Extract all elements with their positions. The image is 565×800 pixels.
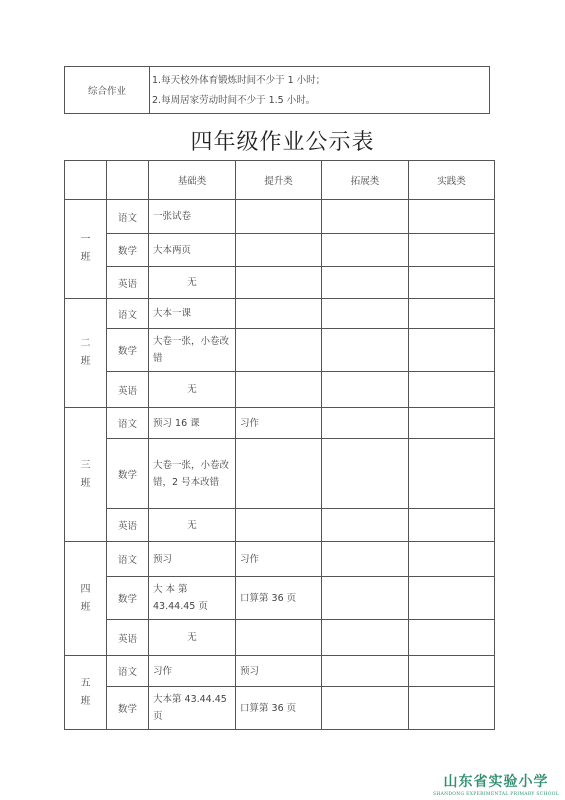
table-row (65, 509, 495, 542)
basic-cell: 无 (149, 372, 236, 408)
basic-cell: 大本一课 (149, 299, 236, 329)
basic-cell: 预习 16 课 (149, 408, 236, 439)
advanced-cell (236, 620, 322, 656)
practice-cell (409, 439, 495, 509)
advanced-cell (236, 267, 322, 299)
school-logo (433, 771, 559, 797)
practice-cell (409, 656, 495, 687)
page-title: 四年级作业公示表 (190, 130, 375, 155)
extension-cell (322, 267, 409, 299)
table-row (65, 687, 495, 730)
table-row (65, 234, 495, 267)
class-label-char: 班 (80, 695, 91, 707)
subject-cell: 语文 (107, 656, 149, 687)
practice-cell (409, 577, 495, 620)
basic-cell: 一张试卷 (149, 200, 236, 234)
table-row (65, 577, 495, 620)
extension-cell (322, 542, 409, 577)
advanced-cell (236, 299, 322, 329)
practice-cell (409, 542, 495, 577)
class-label-char: 五 (80, 677, 91, 689)
practice-cell (409, 200, 495, 234)
practice-cell (409, 267, 495, 299)
class-4-label (65, 542, 107, 656)
practice-cell (409, 329, 495, 372)
homework-line-2: 2.每周居家劳动时间不少于 1.5 小时。 (152, 95, 316, 106)
school-logo-name: 山东省实验小学 (443, 774, 549, 790)
practice-cell (409, 509, 495, 542)
advanced-cell: 口算第 36 页 (236, 687, 322, 730)
practice-cell (409, 234, 495, 267)
extension-cell (322, 299, 409, 329)
class-label-char: 三 (80, 459, 91, 471)
subject-cell: 语文 (107, 299, 149, 329)
class-2-label (65, 299, 107, 408)
basic-cell: 大 本 第 43.44.45 页 (149, 577, 236, 620)
table-row (65, 620, 495, 656)
class-label-char: 班 (80, 477, 91, 489)
subject-cell: 语文 (107, 200, 149, 234)
extension-cell (322, 329, 409, 372)
class-label-char: 班 (80, 252, 91, 263)
subject-cell: 语文 (107, 542, 149, 577)
basic-cell: 无 (149, 509, 236, 542)
subject-cell: 语文 (107, 408, 149, 439)
advanced-cell: 口算第 36 页 (236, 577, 322, 620)
practice-cell (409, 687, 495, 730)
extension-cell (322, 200, 409, 234)
advanced-cell (236, 439, 322, 509)
extension-cell (322, 408, 409, 439)
table-row (65, 439, 495, 509)
table-row (65, 372, 495, 408)
table-row (65, 299, 495, 329)
extension-cell (322, 656, 409, 687)
homework-line-1: 1.每天校外体育锻炼时间不少于 1 小时； (152, 75, 326, 86)
comprehensive-homework-table (64, 66, 490, 114)
class-label-char: 二 (80, 338, 91, 349)
extension-cell (322, 620, 409, 656)
extension-cell (322, 577, 409, 620)
comprehensive-homework-content (150, 67, 490, 114)
advanced-cell (236, 509, 322, 542)
extension-cell (322, 439, 409, 509)
subject-cell: 英语 (107, 372, 149, 408)
basic-cell: 无 (149, 620, 236, 656)
basic-cell: 大本第 43.44.45 页 (149, 687, 236, 730)
basic-cell: 预习 (149, 542, 236, 577)
class-label-char: 一 (80, 234, 91, 245)
homework-schedule-table (64, 160, 495, 730)
advanced-cell: 习作 (236, 408, 322, 439)
subject-cell: 数学 (107, 687, 149, 730)
class-1-label (65, 200, 107, 299)
table-row (65, 200, 495, 234)
subject-cell: 数学 (107, 329, 149, 372)
class-5-label (65, 656, 107, 730)
class-3-label (65, 408, 107, 542)
school-logo-english: SHANDONG EXPERIMENTAL PRIMARY SCHOOL (433, 792, 559, 797)
corner-cell (107, 161, 149, 200)
header-practice: 实践类 (409, 161, 495, 200)
advanced-cell: 预习 (236, 656, 322, 687)
basic-cell: 大卷一张，小卷改错 (149, 329, 236, 372)
advanced-cell (236, 200, 322, 234)
table-row (65, 542, 495, 577)
extension-cell (322, 509, 409, 542)
advanced-cell (236, 372, 322, 408)
basic-cell: 习作 (149, 656, 236, 687)
class-label-char: 班 (80, 601, 91, 613)
comprehensive-homework-label: 综合作业 (65, 67, 150, 114)
subject-cell: 英语 (107, 509, 149, 542)
extension-cell (322, 687, 409, 730)
basic-cell: 大本两页 (149, 234, 236, 267)
practice-cell (409, 372, 495, 408)
header-advanced: 提升类 (236, 161, 322, 200)
table-row (65, 408, 495, 439)
header-extension: 拓展类 (322, 161, 409, 200)
subject-cell: 数学 (107, 577, 149, 620)
header-row (65, 161, 495, 200)
practice-cell (409, 299, 495, 329)
subject-cell: 英语 (107, 620, 149, 656)
corner-cell (65, 161, 107, 200)
practice-cell (409, 620, 495, 656)
extension-cell (322, 372, 409, 408)
table-row (65, 656, 495, 687)
extension-cell (322, 234, 409, 267)
subject-cell: 英语 (107, 267, 149, 299)
header-basic: 基础类 (149, 161, 236, 200)
basic-cell: 无 (149, 267, 236, 299)
basic-cell: 大卷一张，小卷改错，2 号本改错 (149, 439, 236, 509)
table-row (65, 329, 495, 372)
advanced-cell: 习作 (236, 542, 322, 577)
advanced-cell (236, 329, 322, 372)
subject-cell: 数学 (107, 234, 149, 267)
table-row (65, 67, 490, 114)
table-row (65, 267, 495, 299)
practice-cell (409, 408, 495, 439)
advanced-cell (236, 234, 322, 267)
subject-cell: 数学 (107, 439, 149, 509)
class-label-char: 四 (80, 583, 91, 595)
class-label-char: 班 (80, 356, 91, 367)
